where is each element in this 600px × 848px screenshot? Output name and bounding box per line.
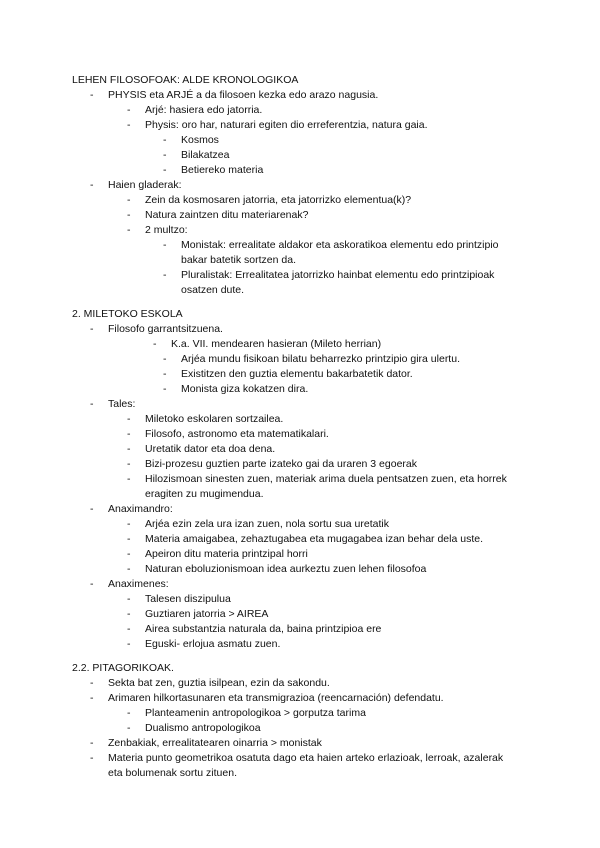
bullet-dash: - [127,722,131,734]
list-item: Materia punto geometrikoa osatuta dago eta haien arteko erlazioak, lerroak, azalerak [108,752,504,764]
bullet-dash: - [163,149,167,161]
list-item: Arimaren hilkortasunaren eta transmigrazioa (reencarnación) defendatu. [108,692,444,704]
list-item: Anaximenes: [108,578,169,590]
bullet-dash: - [127,548,131,560]
bullet-dash: - [127,563,131,575]
list-item: Natura zaintzen ditu materiarenak? [145,209,309,221]
bullet-dash: - [90,578,94,590]
bullet-dash: - [127,707,131,719]
bullet-dash: - [127,224,131,236]
bullet-dash: - [127,413,131,425]
bullet-dash: - [127,473,131,485]
bullet-dash: - [163,134,167,146]
list-item: 2 multzo: [145,224,188,236]
list-item: Kosmos [181,134,219,146]
list-item: Airea substantzia naturala da, baina printzipioa ere [145,623,382,635]
list-item: Bizi-prozesu guztien parte izateko gai da uraren 3 egoerak [145,458,417,470]
bullet-dash: - [127,428,131,440]
list-item: Existitzen den guztia elementu bakarbatetik dator. [181,368,413,380]
list-item: Haien gladerak: [108,179,182,191]
bullet-dash: - [127,443,131,455]
list-item: Miletoko eskolaren sortzailea. [145,413,284,425]
bullet-dash: - [90,89,94,101]
list-item: Apeiron ditu materia printzipal horri [145,548,308,560]
bullet-dash: - [163,353,167,365]
bullet-dash: - [127,104,131,116]
list-item: Tales: [108,398,136,410]
list-item: Zein da kosmosaren jatorria, eta jatorrizko elementua(k)? [145,194,412,206]
list-item: Eguski- erlojua asmatu zuen. [145,638,281,650]
bullet-dash: - [90,737,94,749]
list-item: Dualismo antropologikoa [145,722,261,734]
list-item: Filosofo garrantsitzuena. [108,323,223,335]
bullet-dash: - [90,179,94,191]
list-item: Monista giza kokatzen dira. [181,383,309,395]
list-item: Arjéa ezin zela ura izan zuen, nola sortu sua uretatik [145,518,389,530]
section-title-lehen-filosofoak: LEHEN FILOSOFOAK: ALDE KRONOLOGIKOA [72,74,299,86]
list-item: Hilozismoan sinesten zuen, materiak arima duela pentsatzen zuen, eta horrek [145,473,507,485]
bullet-dash: - [127,119,131,131]
bullet-dash: - [127,518,131,530]
list-item: Arjéa mundu fisikoan bilatu beharrezko printzipio gira ulertu. [181,353,460,365]
list-item: PHYSIS eta ARJÉ a da filosoen kezka edo arazo nagusia. [108,89,379,101]
bullet-dash: - [127,533,131,545]
list-item: Uretatik dator eta doa dena. [145,443,276,455]
list-item: Monistak: errealitate aldakor eta askoratikoa elementu edo printzipio [181,239,499,251]
list-item: K.a. VII. mendearen hasieran (Mileto herrian) [171,338,382,350]
list-item: Planteamenin antropologikoa > gorputza tarima [145,707,366,719]
list-item: Pluralistak: Errealitatea jatorrizko hainbat elementu edo printzipioak [181,269,495,281]
bullet-dash: - [127,194,131,206]
bullet-dash: - [127,608,131,620]
bullet-dash: - [163,239,167,251]
list-item: Arjé: hasiera edo jatorria. [145,104,263,116]
bullet-dash: - [127,593,131,605]
list-item: Physis: oro har, naturari egiten dio erreferentzia, natura gaia. [145,119,428,131]
bullet-dash: - [127,638,131,650]
list-item-continuation: eragiten zu mugimendua. [145,488,264,500]
bullet-dash: - [127,458,131,470]
list-item: Talesen diszipulua [145,593,231,605]
list-item: Sekta bat zen, guztia isilpean, ezin da sakondu. [108,677,330,689]
list-item: Bilakatzea [181,149,230,161]
list-item: Filosofo, astronomo eta matematikalari. [145,428,329,440]
bullet-dash: - [90,398,94,410]
bullet-dash: - [90,503,94,515]
list-item: Betiereko materia [181,164,264,176]
bullet-dash: - [90,677,94,689]
bullet-dash: - [127,623,131,635]
bullet-dash: - [153,338,157,350]
section-title-miletoko-eskola: 2. MILETOKO ESKOLA [72,308,183,320]
list-item-continuation: eta bolumenak sortu zituen. [108,767,237,779]
bullet-dash: - [90,692,94,704]
section-title-pitagorikoak: 2.2. PITAGORIKOAK. [72,662,174,674]
list-item-continuation: osatzen dute. [181,284,245,296]
list-item: Guztiaren jatorria > AIREA [145,608,269,620]
bullet-dash: - [163,164,167,176]
list-item: Anaximandro: [108,503,173,515]
bullet-dash: - [127,209,131,221]
list-item-continuation: bakar batetik sortzen da. [181,254,296,266]
list-item: Naturan eboluzionismoan idea aurkeztu zuen lehen filosofoa [145,563,427,575]
list-item: Zenbakiak, errealitatearen oinarria > monistak [108,737,322,749]
bullet-dash: - [163,383,167,395]
bullet-dash: - [163,269,167,281]
bullet-dash: - [90,752,94,764]
list-item: Materia amaigabea, zehaztugabea eta mugagabea izan behar dela uste. [145,533,483,545]
bullet-dash: - [163,368,167,380]
bullet-dash: - [90,323,94,335]
